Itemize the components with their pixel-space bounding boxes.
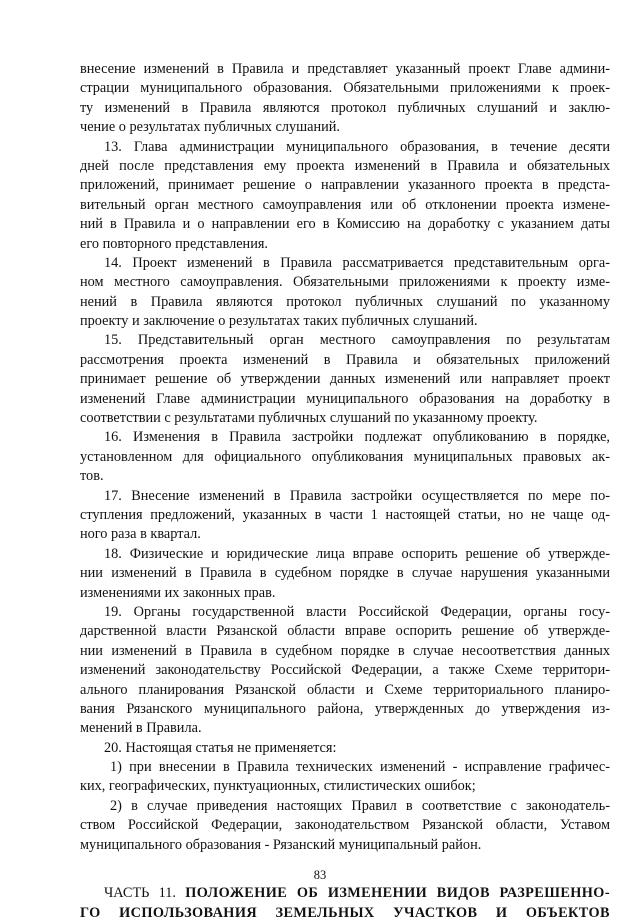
text-line: 1) при внесении в Правила технических изменений - исправление графичес- [110,759,610,776]
text-line: изменений законодательству Российской Федерации, а также Схеме территори- [80,662,610,679]
text-line: 13. Глава администрации муниципального образования, в течение десяти [104,138,610,155]
text-line: тов. [80,468,104,485]
page-number: 83 [313,868,327,882]
part-heading-line-2 [80,903,610,923]
text-line: изменениями их законных прав. [80,584,276,601]
text-line: менений в Правила. [80,720,202,737]
text-line: нии изменений в Правила в судебном порядке в случае несоответствия данных [80,642,610,659]
part-heading-title-2: ГО ИСПОЛЬЗОВАНИЯ ЗЕМЕЛЬНЫХ УЧАСТКОВ И ОБЪЕКТОВ [80,905,610,922]
text-line: принимает решение об утверждении данных изменений или направляет проект [80,371,610,388]
text-line: чение о результатах публичных слушаний. [80,119,341,136]
text-line: ний в Правила и о направлении его в Комиссию на доработку с указанием даты [80,216,610,233]
text-line: ством Российской Федерации, законодательством Рязанской области, Уставом [80,817,610,834]
text-line: 18. Физические и юридические лица вправе оспорить решение об утвержде- [104,545,610,562]
text-line: ких, географических, пунктуационных, стилистических ошибок; [80,778,476,795]
text-line: нений в Правила являются протокол публичных слушаний по указанному [80,293,610,310]
document-body [80,60,610,855]
text-line: 15. Представительный орган местного самоуправления по результатам [104,332,610,349]
text-line: страции муниципального образования. Обязательными приложениями к проек- [80,80,610,97]
part-heading-title-1: ПОЛОЖЕНИЕ ОБ ИЗМЕНЕНИИ ВИДОВ РАЗРЕШЕННО- [185,885,610,902]
document-page [80,60,610,923]
text-line: изменений Главе администрации муниципального образования на доработку в [80,390,610,407]
part-heading-line-1 [80,883,610,903]
text-line: 20. Настоящая статья не применяется: [104,739,337,756]
text-line: рассмотрения проекта изменений в Правила и обязательных приложений [80,351,610,368]
text-line: дней после представления ему проекта изменений в Правила и обязательных [80,157,610,174]
text-line: ного раза в квартал. [80,526,201,543]
text-line: 19. Органы государственной власти Российской Федерации, органы госу- [104,603,610,620]
text-line: установленном для официального опубликования муниципальных правовых ак- [80,448,610,465]
text-line: ном местного самоуправления. Обязательными приложениями к проекту изме- [80,274,610,291]
text-line: приложений, принимает решение о направлении указанного проекта в предста- [80,177,610,194]
part-heading-prefix: ЧАСТЬ 11. [104,885,186,902]
text-line: дарственной власти Рязанской области вправе оспорить решение об утвержде- [80,623,610,640]
part-heading [80,883,610,923]
text-line: проекту и заключение о результатах таких публичных слушаний. [80,313,478,330]
text-line: внесение изменений в Правила и представляет указанный проект Главе админи- [80,61,610,77]
text-line: его повторного представления. [80,235,268,252]
text-line: 2) в случае приведения настоящих Правил в соответствие с законодатель- [110,797,610,814]
text-line: муниципального образования - Рязанский муниципальный район. [80,836,482,853]
text-line: ту изменений в Правила являются протокол публичных слушаний и заклю- [80,99,610,116]
text-line: ального планирования Рязанской области и Схеме территориального планиро- [80,681,610,698]
text-line: вания Рязанского муниципального района, утвержденных до утверждения из- [80,700,610,717]
text-line: 16. Изменения в Правила застройки подлежат опубликованию в порядке, [104,429,610,446]
text-line: нии изменений в Правила в судебном порядке в случае нарушения указанными [80,565,610,582]
text-line: ступления предложений, указанных в части 1 настоящей статьи, но не чаще од- [80,506,610,523]
text-line: 17. Внесение изменений в Правила застройки осуществляется по мере по- [104,487,610,504]
text-line: вительный орган местного самоуправления или об отклонении проекта измене- [80,196,610,213]
text-line: 14. Проект изменений в Правила рассматривается представительным орга- [104,254,610,271]
text-line: соответствии с результатами публичных слушаний по указанному проекту. [80,410,538,427]
